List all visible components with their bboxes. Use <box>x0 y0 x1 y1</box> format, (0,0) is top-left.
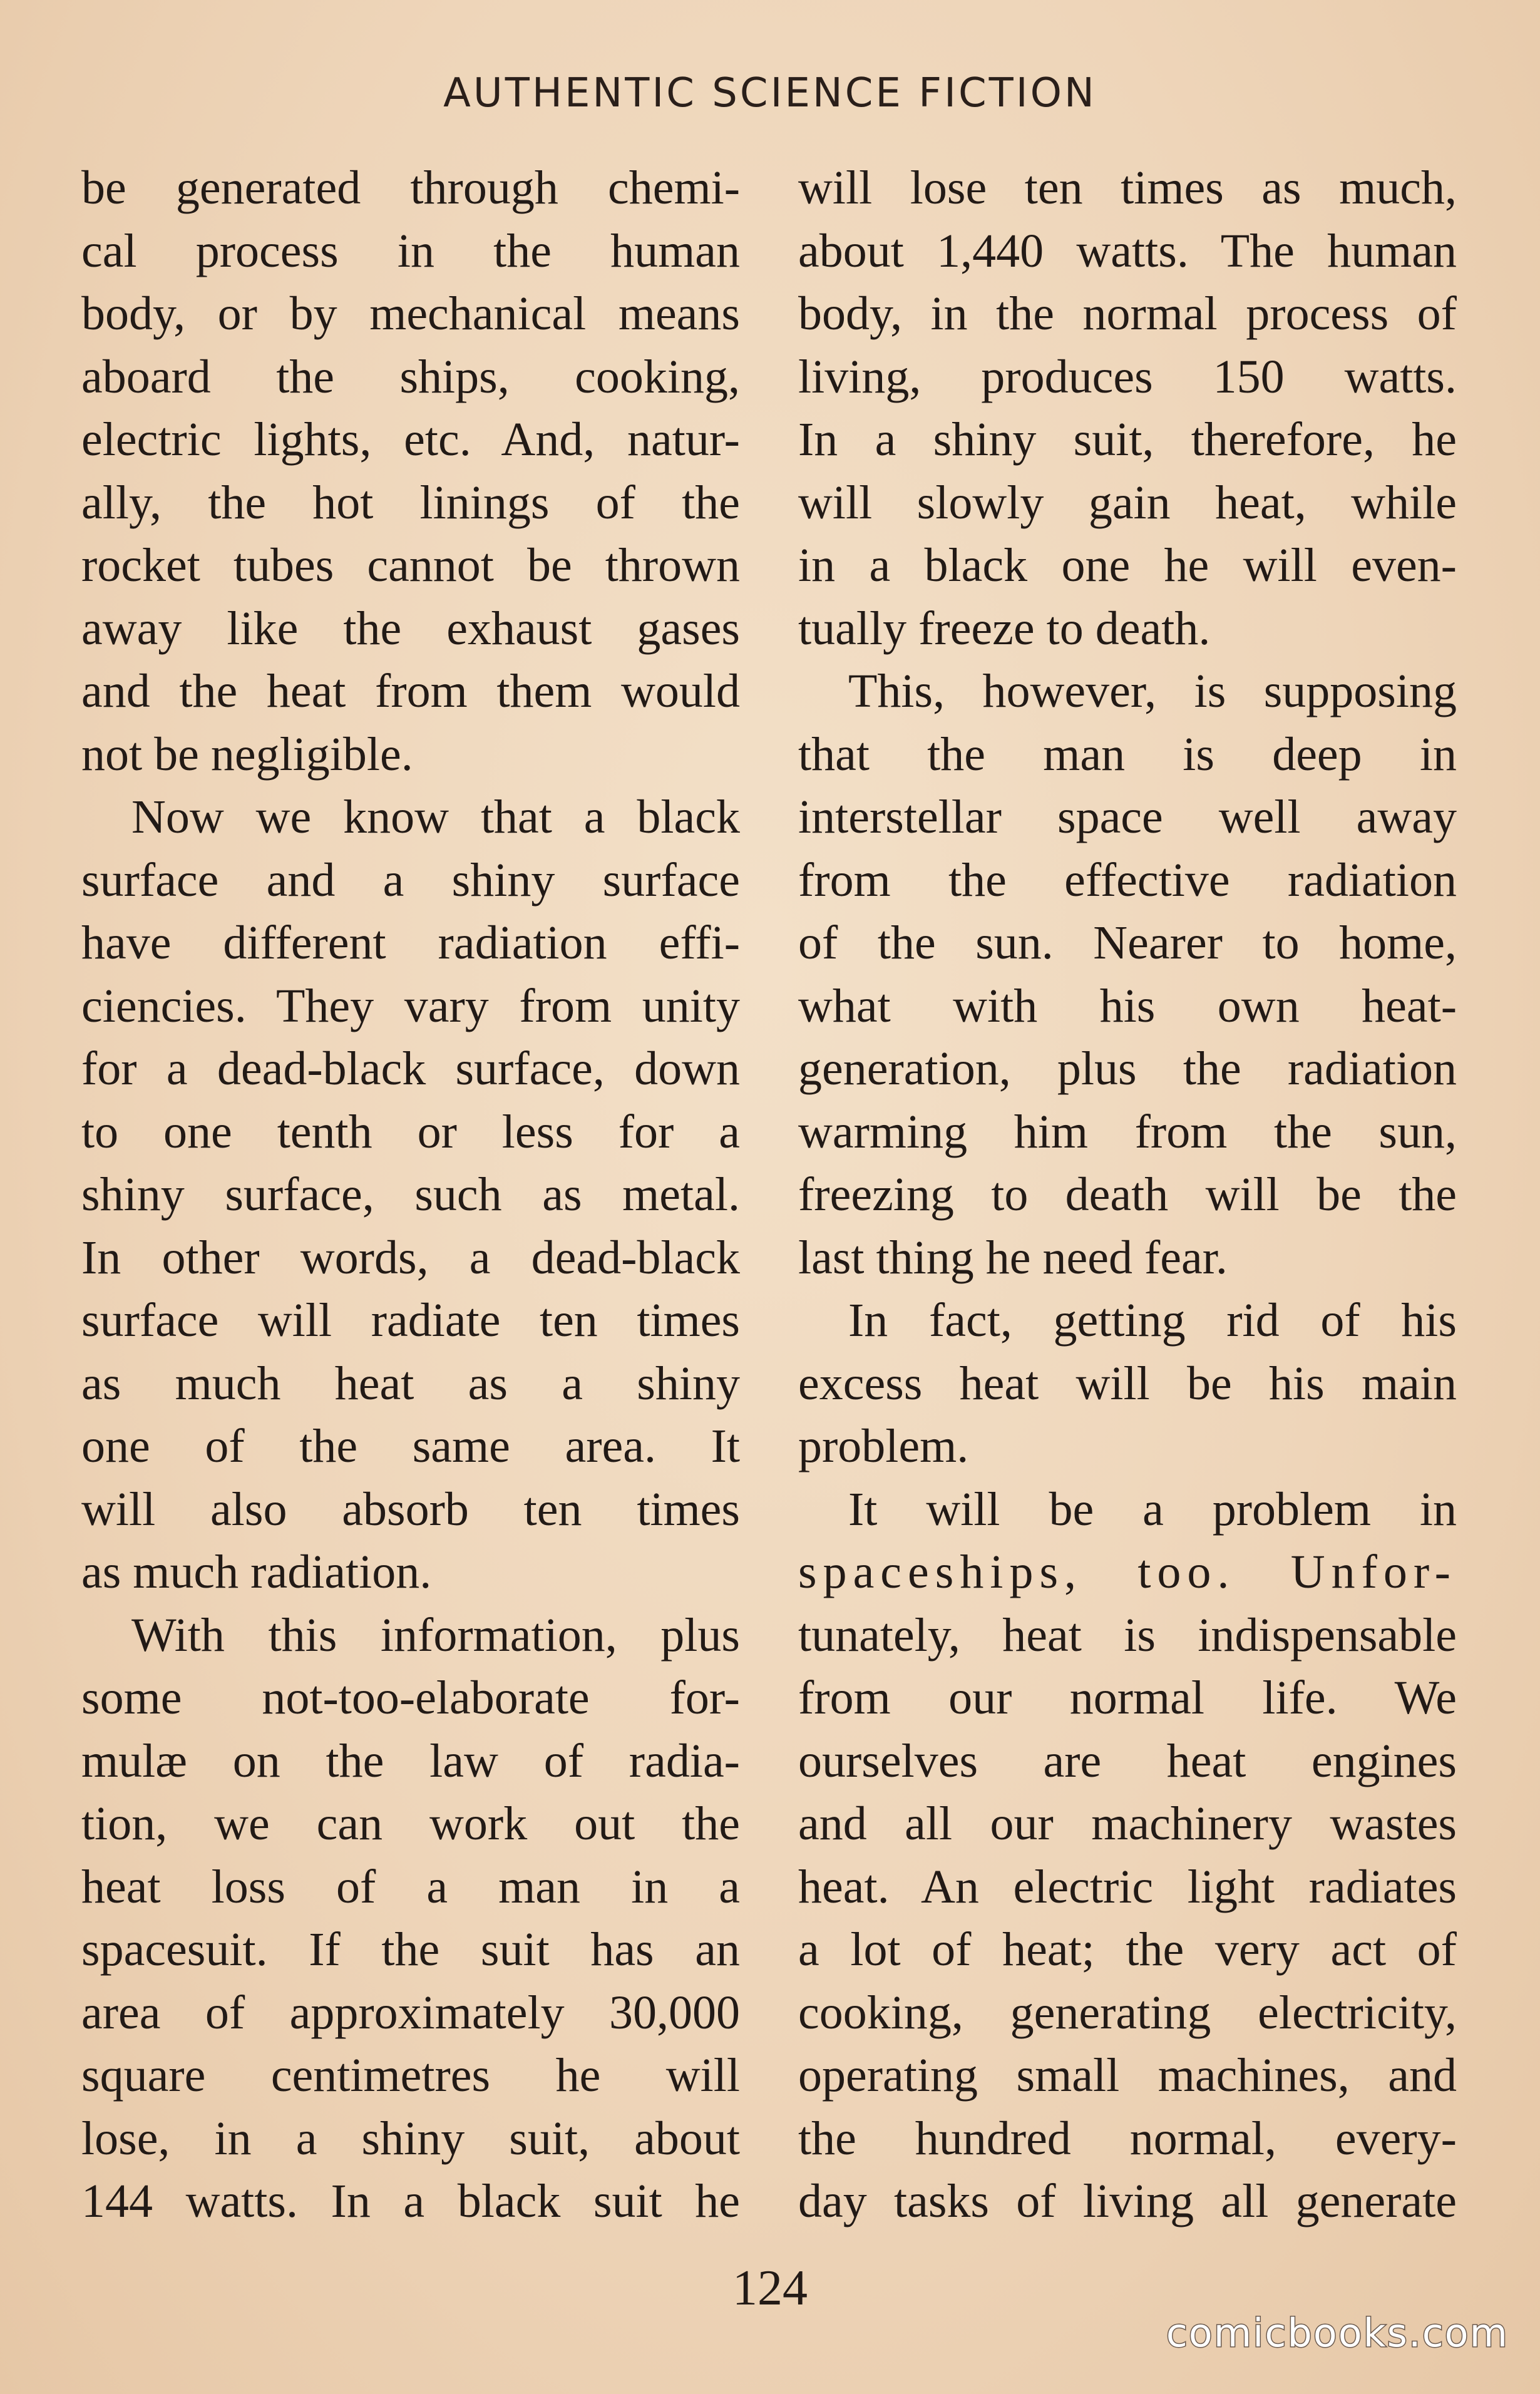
text-line: to one tenth or less for a <box>81 1105 740 1158</box>
paragraph-start-line: In fact, getting rid of his <box>848 1294 1457 1347</box>
text-line: surface will radiate ten times <box>81 1294 740 1347</box>
text-line: and all our machinery wastes <box>798 1797 1457 1850</box>
text-line: square centimetres he will <box>81 2049 740 2102</box>
text-line: what with his own heat- <box>798 979 1457 1032</box>
text-line: tion, we can work out the <box>81 1797 740 1850</box>
text-line: be generated through chemi- <box>81 162 740 214</box>
text-line: some not-too-elaborate for- <box>81 1672 740 1724</box>
text-line: not be negligible. <box>81 727 413 781</box>
text-line: aboard the ships, cooking, <box>81 350 740 403</box>
paragraph-start-line: Now we know that a black <box>131 791 740 843</box>
text-line: generation, plus the radiation <box>798 1042 1457 1095</box>
text-line: have different radiation effi- <box>81 917 740 969</box>
text-line: will slowly gain heat, while <box>798 476 1457 529</box>
text-line: cooking, generating electricity, <box>798 1986 1457 2039</box>
text-line: day tasks of living all generate <box>798 2175 1457 2227</box>
text-line: electric lights, etc. And, natur- <box>81 413 740 466</box>
text-line: 144 watts. In a black suit he <box>81 2175 740 2227</box>
text-line: excess heat will be his main <box>798 1357 1457 1410</box>
text-line: from our normal life. We <box>798 1672 1457 1724</box>
text-line: living, produces 150 watts. <box>798 350 1457 403</box>
text-line: rocket tubes cannot be thrown <box>81 539 740 592</box>
text-line: area of approximately 30,000 <box>81 1986 740 2039</box>
text-line: the hundred normal, every- <box>798 2112 1457 2165</box>
right-column <box>798 157 1457 2233</box>
text-line: for a dead-black surface, down <box>81 1042 740 1095</box>
text-line: surface and a shiny surface <box>81 853 740 907</box>
text-line: ciencies. They vary from unity <box>81 979 740 1032</box>
text-line: about 1,440 watts. The human <box>798 224 1457 277</box>
text-line: spaceships, too. Unfor- <box>798 1546 1457 1598</box>
text-line: heat. An electric light radiates <box>798 1860 1457 1913</box>
running-title: AUTHENTIC SCIENCE FICTION <box>443 70 1097 116</box>
text-line: away like the exhaust gases <box>81 602 740 655</box>
text-line: body, or by mechanical means <box>81 287 740 340</box>
text-line: ourselves are heat engines <box>798 1734 1457 1787</box>
text-line: freezing to death will be the <box>798 1168 1457 1221</box>
watermark: comicbooks.com <box>1166 2310 1509 2356</box>
text-line: will also absorb ten times <box>81 1482 740 1536</box>
text-line: in a black one he will even- <box>798 539 1457 592</box>
left-column <box>81 157 740 2233</box>
text-line: body, in the normal process of <box>798 287 1457 340</box>
text-line: as much radiation. <box>81 1546 432 1598</box>
text-line: from the effective radiation <box>798 853 1457 907</box>
text-line: tually freeze to death. <box>798 602 1211 655</box>
text-line: shiny surface, such as metal. <box>81 1168 740 1221</box>
text-line: In a shiny suit, therefore, he <box>798 413 1457 466</box>
text-line: heat loss of a man in a <box>81 1860 740 1913</box>
text-line: and the heat from them would <box>81 665 740 717</box>
text-line: tunately, heat is indispensable <box>798 1608 1457 1662</box>
text-line: spacesuit. If the suit has an <box>81 1923 740 1976</box>
page-number: 124 <box>732 2261 808 2316</box>
paragraph-start-line: With this information, plus <box>131 1608 740 1662</box>
text-line: as much heat as a shiny <box>81 1357 740 1410</box>
text-line: a lot of heat; the very act of <box>798 1923 1457 1976</box>
paragraph-start-line: It will be a problem in <box>848 1482 1457 1536</box>
text-line: In other words, a dead-black <box>81 1231 740 1284</box>
text-line: lose, in a shiny suit, about <box>81 2112 740 2165</box>
text-line: one of the same area. It <box>81 1420 740 1472</box>
text-line: problem. <box>798 1420 969 1472</box>
text-line: that the man is deep in <box>798 727 1457 781</box>
text-line: will lose ten times as much, <box>798 162 1457 214</box>
text-line: last thing he need fear. <box>798 1231 1228 1284</box>
text-line: ally, the hot linings of the <box>81 476 740 529</box>
text-line: cal process in the human <box>81 224 740 277</box>
text-line: interstellar space well away <box>798 791 1457 843</box>
text-line: of the sun. Nearer to home, <box>798 917 1457 969</box>
text-line: warming him from the sun, <box>798 1105 1457 1158</box>
text-line: mulæ on the law of radia- <box>81 1734 740 1787</box>
text-line: operating small machines, and <box>798 2049 1457 2102</box>
paragraph-start-line: This, however, is supposing <box>848 665 1457 717</box>
